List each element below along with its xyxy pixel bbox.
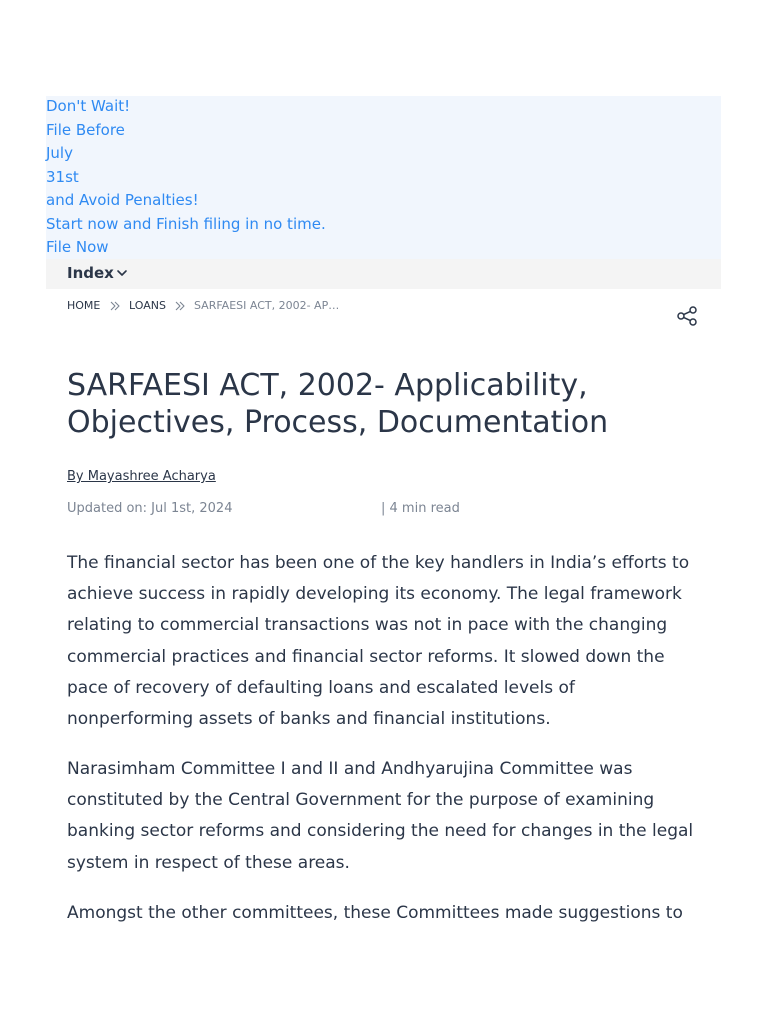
index-label: Index	[67, 264, 114, 282]
index-toggle[interactable]	[46, 259, 721, 289]
promo-line-start-now[interactable]: Start now and Finish filing in no time.	[46, 214, 326, 233]
file-now-link[interactable]: File Now	[46, 238, 109, 256]
paragraph-line: The financial sector has been one of the key handlers in India’s efforts to	[67, 553, 690, 573]
promo-line-month[interactable]: July	[46, 144, 73, 162]
page-title: SARFAESI ACT, 2002- Applicability, Objectives, Process, Documentation	[67, 368, 609, 440]
paragraph-line: commercial practices and financial sector reforms. It slowed down the	[67, 646, 665, 667]
breadcrumb-loans[interactable]: LOANS	[129, 299, 166, 312]
article-paragraph-3	[67, 898, 707, 929]
author-link[interactable]: By Mayashree Acharya	[67, 469, 216, 484]
article-paragraph-2	[67, 754, 707, 879]
promo-line-day[interactable]: 31st	[46, 167, 79, 186]
breadcrumb-current: SARFAESI ACT, 2002- AP…	[194, 299, 340, 312]
double-chevron-right-icon	[109, 300, 121, 312]
paragraph-line: Amongst the other committees, these Committees made suggestions to	[67, 903, 683, 923]
share-icon[interactable]	[676, 305, 698, 327]
double-chevron-right-icon	[174, 300, 186, 312]
article-paragraph-1	[67, 548, 707, 735]
paragraph-line: Narasimham Committee I and II and Andhyarujina Committee was	[67, 759, 633, 779]
paragraph-line: constituted by the Central Government for the purpose of examining	[67, 790, 655, 811]
promo-banner[interactable]	[46, 96, 721, 259]
promo-line-dont-wait[interactable]: Don't Wait!	[46, 97, 131, 115]
chevron-down-icon	[116, 268, 128, 278]
paragraph-line: system in respect of these areas.	[67, 852, 350, 873]
read-time: | 4 min read	[381, 501, 460, 516]
paragraph-line: pace of recovery of defaulting loans and escalated levels of	[67, 677, 575, 698]
breadcrumb-home[interactable]: HOME	[67, 299, 101, 312]
paragraph-line: relating to commercial transactions was not in pace with the changing	[67, 615, 668, 636]
paragraph-line: banking sector reforms and considering the need for changes in the legal	[67, 821, 694, 842]
promo-line-avoid-penalties[interactable]: and Avoid Penalties!	[46, 191, 199, 209]
paragraph-line: achieve success in rapidly developing its economy. The legal framework	[67, 584, 682, 605]
paragraph-line: nonperforming assets of banks and financial institutions.	[67, 709, 551, 730]
promo-line-file-before[interactable]: File Before	[46, 120, 125, 139]
updated-date: Updated on: Jul 1st, 2024	[67, 501, 233, 516]
